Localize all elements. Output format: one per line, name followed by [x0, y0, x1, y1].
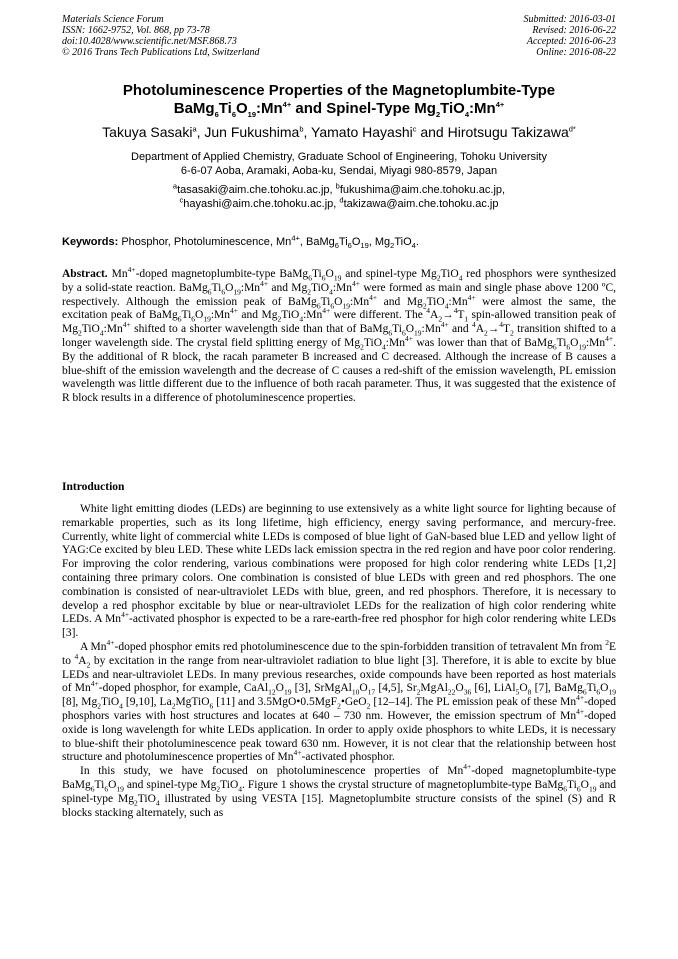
author-mark: a — [192, 124, 197, 134]
paper-title — [40, 82, 638, 118]
email-link[interactable]: tasasaki@aim.che.tohoku.ac.jp — [177, 184, 330, 196]
online-date: Online: 2016-08-22 — [536, 47, 616, 58]
author-name: Yamato Hayashi — [311, 124, 413, 140]
journal-info — [62, 14, 260, 58]
copyright-line: © 2016 Trans Tech Publications Ltd, Switzerland — [62, 47, 260, 58]
journal-name: Materials Science Forum — [62, 14, 164, 25]
email-link[interactable]: takizawa@aim.che.tohoku.ac.jp — [343, 197, 499, 210]
introduction-body — [62, 503, 616, 820]
issn-line: ISSN: 1662-9752, Vol. 868, pp 73-78 — [62, 25, 210, 36]
title-line-1: Photoluminescence Properties of the Magnetoplumbite-Type — [122, 82, 556, 99]
dates-info — [524, 14, 617, 58]
author-mark: d* — [568, 124, 576, 134]
affiliation-line-2: 6-6-07 Aoba, Aramaki, Aoba-ku, Sendai, Miyagi 980-8579, Japan — [180, 164, 498, 177]
author-name: Takuya Sasaki — [102, 124, 193, 140]
keywords-label: Keywords: — [62, 236, 119, 248]
section-heading: Introduction — [62, 481, 125, 493]
affiliation — [60, 151, 618, 178]
author-name: Jun Fukushima — [204, 124, 300, 140]
keywords-text: Phosphor, Photoluminescence, $Mn^{4+}$, $BaMg_6Ti_6O_{19}$, $Mg_2TiO_4$. — [121, 233, 419, 251]
author-mark: b — [299, 124, 304, 134]
author-name: Hirotsugu Takizawa — [447, 124, 569, 140]
submitted-date: Submitted: 2016-03-01 — [523, 14, 616, 25]
accepted-date: Accepted: 2016-06-23 — [526, 36, 616, 47]
email-link[interactable]: fukushima@aim.che.tohoku.ac.jp — [339, 184, 503, 196]
author-mark: c — [412, 124, 417, 134]
paragraph: White light emitting diodes (LEDs) are beginning to use extensively as a white light source for lighting because of remarkable properties, such as its long lifetime, high efficiency, energy saving performance, and mercury-free. Currently, white light of commercial white LEDs is composed of blue light of GaN-based blue LED and yellow light of YAG:Ce excited by bleu LED. These white LEDs lack emission spectra in the red region and have poor color rendering. For improving the color rendering, various combinations were proposed for high color rendering white LEDs [1,2] containing three primary colors. One combination is consisted of blue LEDs with green and red phosphors. The one combination is consisted of near-ultraviolet LEDs with blue, green, and red phosphors. Therefore, it is necessary to develop a red phosphor excitable by blue or near-ultraviolet LEDs for the realization of high color rendering white LEDs. A $Mn^{4+}$-activated phosphor is expected to be a rare-earth-free red phosphor for high color rendering white LEDs [3]. — [62, 503, 616, 640]
keywords — [62, 233, 618, 251]
abstract-text: $Mn^{4+}$-doped magnetoplumbite-type $BaMg_6Ti_6O_{19}$ and spinel-type $Mg_2TiO_4$ red phosphors were synthesized by a solid-state reaction. $BaMg_6Ti_6O_{19}:Mn^{4+}$ and $Mg_2TiO_4:Mn^{4+}$ were formed as main and single phase above 1200 ºC, respectively. Although the emission peak of $BaMg_6Ti_6O_{19}:Mn^{4+}$ and $Mg_2TiO_4:Mn^{4+}$ were almost the same, the excitation peak of $BaMg_6Ti_6O_{19}:Mn^{4+}$ and $Mg_2TiO_4:Mn^{4+}$ were different. The $^4A_2\to^4T_1$ spin-allowed transition peak of $Mg_2TiO_4:Mn^{4+}$ shifted to a shorter wavelength side than that of $BaMg_6Ti_6O_{19}:Mn^{4+}$ and $^4A_2\to^4T_2$ transition shifted to a longer wavelength side. The crystal field splitting energy of $Mg_2TiO_4:Mn^{4+}$ was lower than that of $BaMg_6Ti_6O_{19}:Mn^{4+}$. By the additional of R block, the racah parameter B increased and C decreased. Although the increase of B causes a blue-shift of the emission wavelength and the decrease of C causes a red-shift of the emission wavelength, PL emission wavelength was little different due to the influence of both racah parameter. Thus, it was suggested that the existence of R block results in a difference of photoluminescence properties. — [62, 265, 616, 405]
title-line-2: $BaMg_6Ti_6O_{19}:Mn^{4+}$ and Spinel-Type $Mg_2TiO_4:Mn^{4+}$ — [173, 100, 505, 119]
doi-line: doi:10.4028/www.scientific.net/MSF.868.73 — [62, 36, 237, 47]
abstract — [62, 265, 616, 406]
author-list: Takuya Sasaki$^a$, Jun Fukushima$^b$, Yamato Hayashi$^c$ and Hirotsugu Takizawa$^{d*}$ — [102, 124, 576, 140]
paragraph: In this study, we have focused on photoluminescence properties of $Mn^{4+}$-doped magnetoplumbite-type $BaMg_6Ti_6O_{19}$ and spinel-type $Mg_2TiO_4$. Figure 1 shows the crystal structure of magnetoplumbite-type $BaMg_6Ti_6O_{19}$ and spinel-type $Mg_2TiO_4$ illustrated by using VESTA [15]. Magnetoplumbite structure consists of the spinel (S) and R blocks stacking alternately, such as — [62, 762, 616, 819]
email-list: $^a$tasasaki@aim.che.tohoku.ac.jp, $^b$fukushima@aim.che.tohoku.ac.jp, $^c$hayashi@aim.che.tohoku.ac.jp, $^d$takizawa@aim.che.tohoku.ac.jp — [172, 181, 506, 210]
paragraph: A $Mn^{4+}$-doped phosphor emits red photoluminescence due to the spin-forbidden transition of tetravalent Mn from $^2$E to $^4A_2$ by excitation in the range from near-ultraviolet radiation to blue light [3]. Therefore, it is able to excite by blue LEDs and near-ultraviolet LEDs. In many previous researches, oxide compounds have been reported as host materials of $Mn^{4+}$-doped phosphor, for example, $CaAl_{12}O_{19}$ [3], $SrMgAl_{10}O_{17}$ [4,5], $Sr_2MgAl_{22}O_{36}$ [6], $LiAl_5O_8$ [7], $BaMg_6Ti_6O_{19}$ [8], $Mg_2TiO_4$ [9,10], $La_2MgTiO_6$ [11] and 3.5MgO•0.5MgF$_2$•GeO$_2$ [12–14]. The PL emission peak of these $Mn^{4+}$-doped phosphors varies with host structures and locates at 640 – 730 nm. However, the emission spectrum of $Mn^{4+}$-doped oxide is long wavelength for white LEDs application. In order to apply oxide phosphors to white LEDs, it is necessary to blue-shift their photoluminescence peak toward 630 nm. However, it is not clear that the relationship between host structure and photoluminescence properties of $Mn^{4+}$-activated phosphor. — [62, 638, 616, 764]
abstract-label: Abstract. — [62, 268, 108, 280]
revised-date: Revised: 2016-06-22 — [532, 25, 616, 36]
affiliation-line-1: Department of Applied Chemistry, Graduate School of Engineering, Tohoku University — [131, 151, 547, 163]
email-link[interactable]: hayashi@aim.che.tohoku.ac.jp — [183, 197, 334, 210]
